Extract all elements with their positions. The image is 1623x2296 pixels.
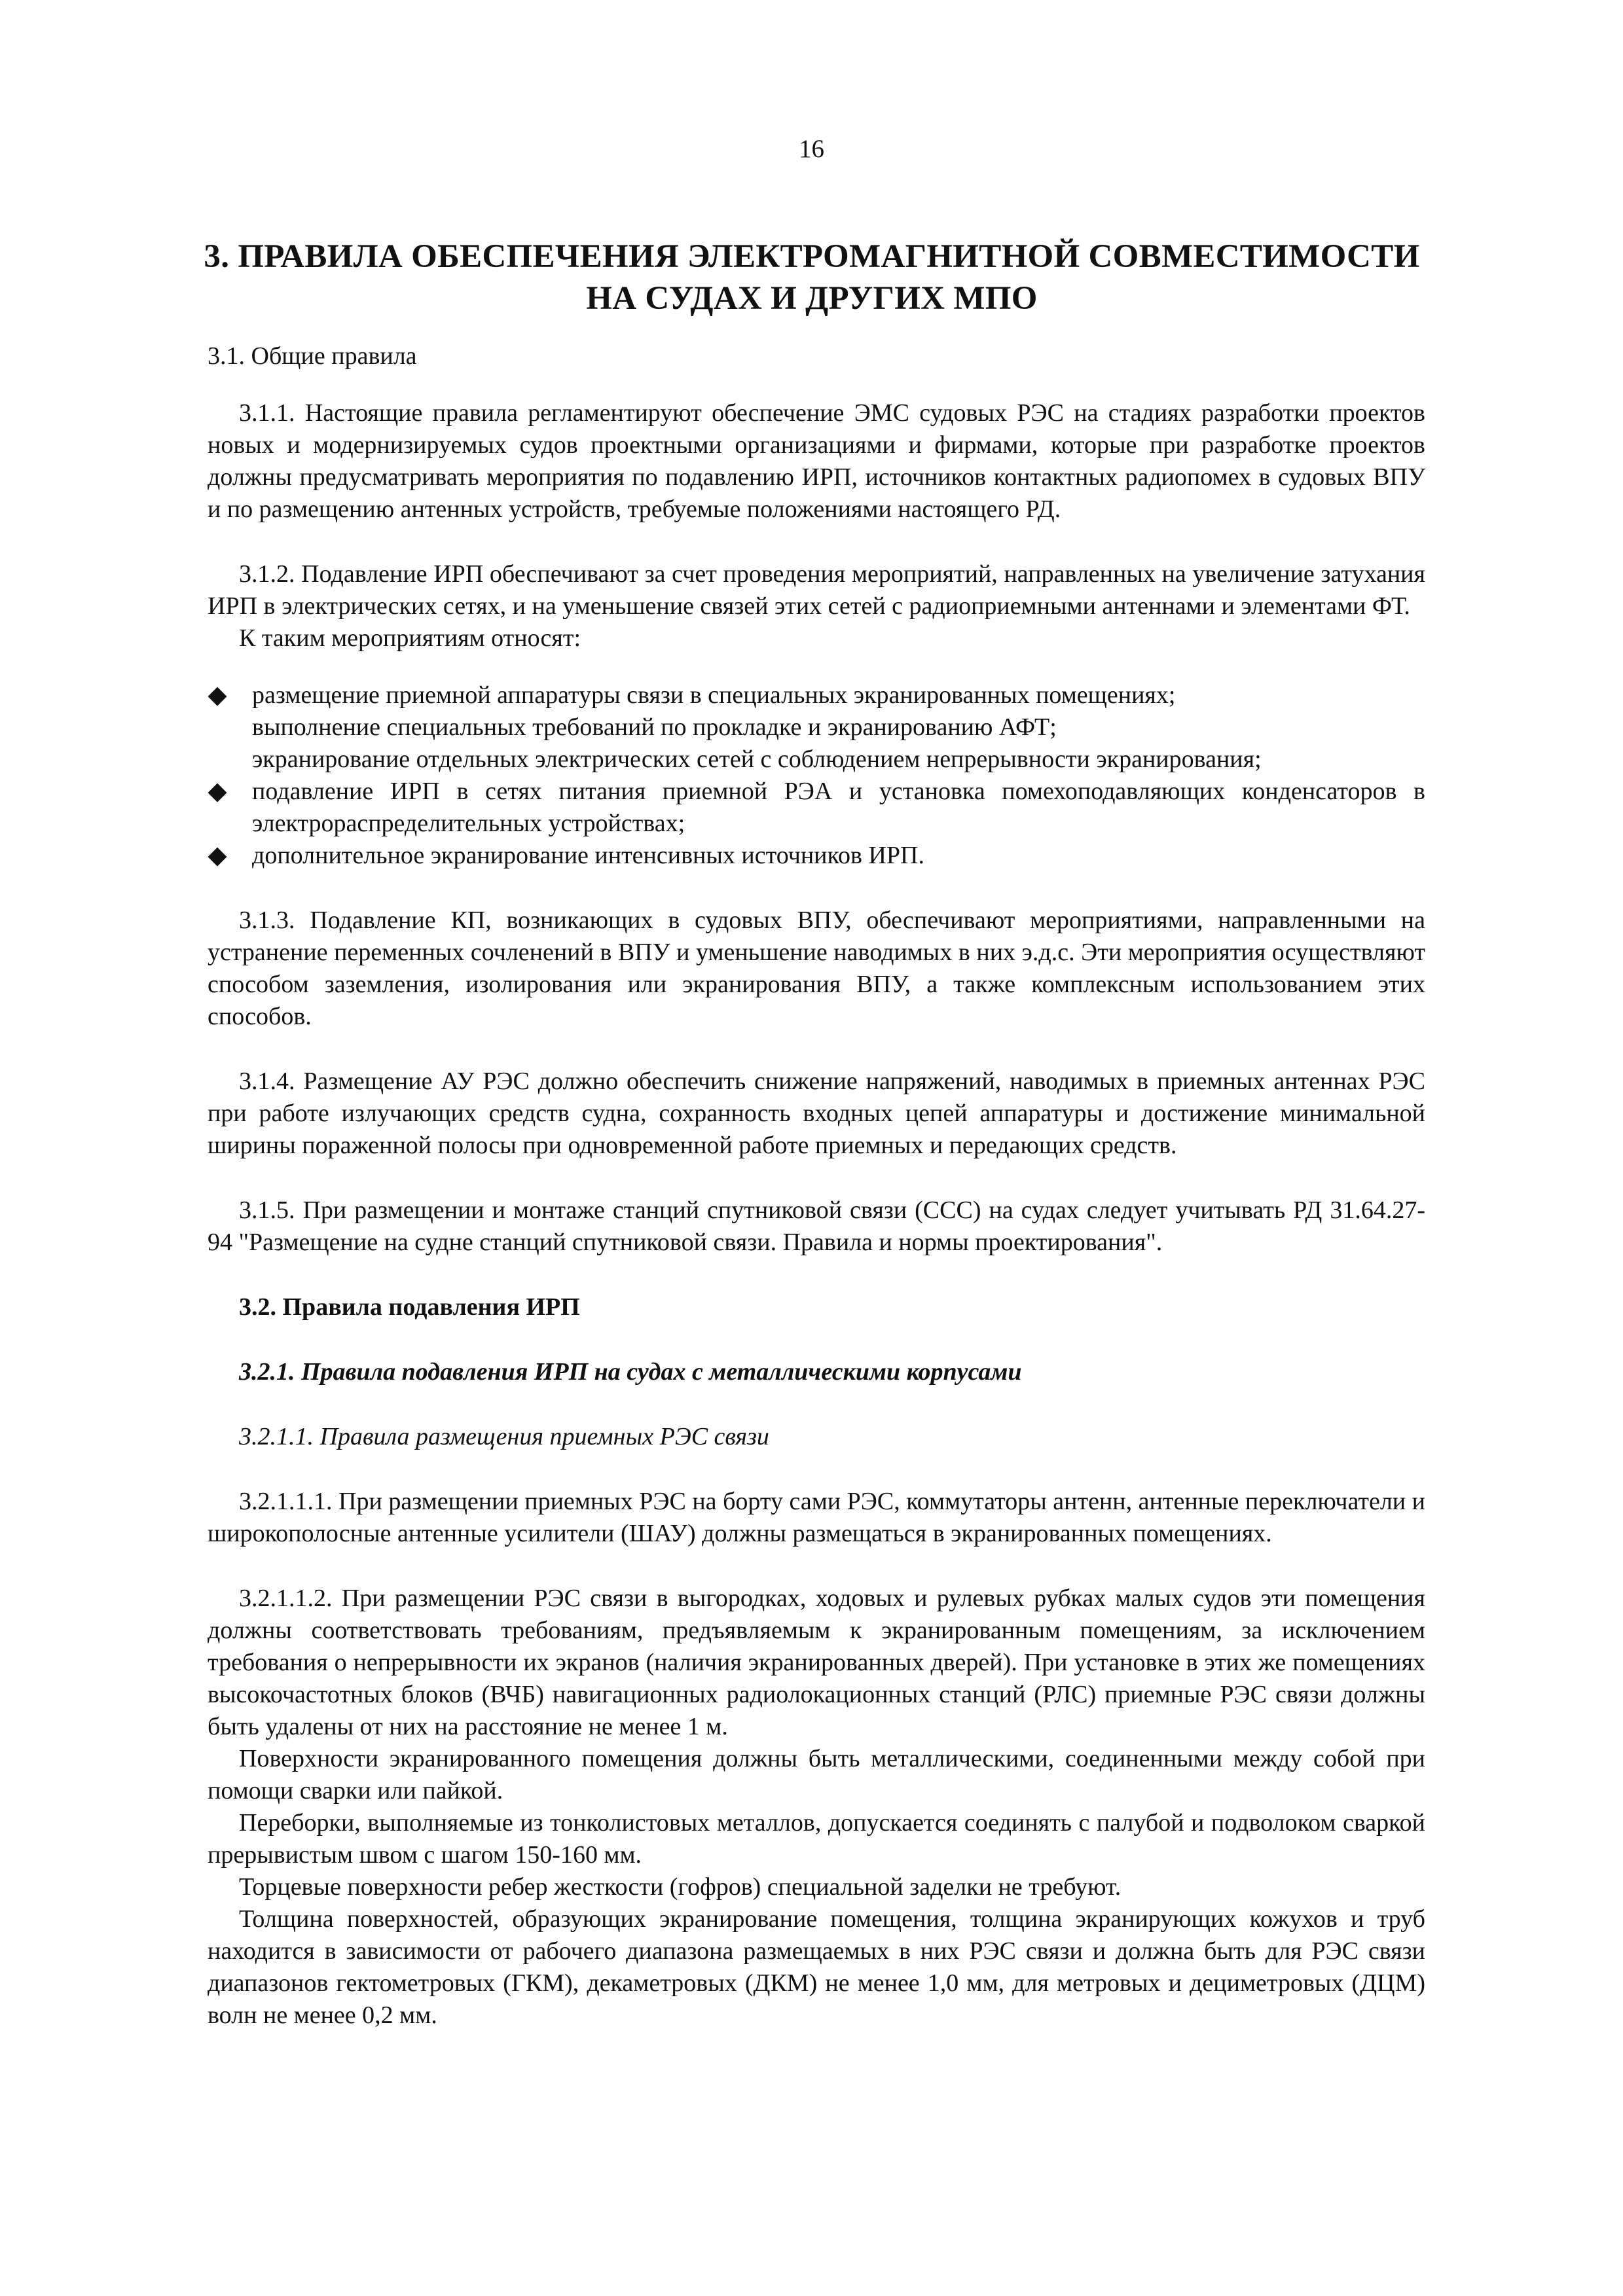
paragraph-3-2-1-1-2: 3.2.1.1.2. При размещении РЭС связи в выгородках, ходовых и рулевых рубках малых судов эти помещения должны соответствовать требованиям, предъявляемым к экранированным помещениям, за исключением требования о непрерывности их экранов (наличия экранированных дверей). При установке в этих же помещениях высокочастотных блоков (ВЧБ) навигационных радиолокационных станций (РЛС) приемные РЭС связи должны быть удалены от них на расстояние не менее 1 м. — [208, 1585, 1425, 1740]
paragraph-3-1-4: 3.1.4. Размещение АУ РЭС должно обеспечить снижение напряжений, наводимых в приемных антеннах РЭС при работе излучающих средств судна, сохранность входных цепей аппаратуры и достижение минимальной ширины пораженной полосы при одновременной работе приемных и передающих средств. — [208, 1067, 1425, 1159]
list-item-text: экранирование отдельных электрических сетей с соблюдением непрерывности экранирования; — [252, 745, 1262, 773]
section-heading-3-2: 3.2. Правила подавления ИРП — [239, 1293, 580, 1321]
paragraph-end-surfaces: Торцевые поверхности ребер жесткости (гофров) специальной заделки не требуют. — [239, 1873, 1122, 1901]
list-item-text: дополнительное экранирование интенсивных источников ИРП. — [252, 842, 924, 869]
chapter-title — [164, 236, 1460, 319]
paragraph-3-1-2: 3.1.2. Подавление ИРП обеспечивают за счет проведения мероприятий, направленных на увеличение затухания ИРП в электрических сетях, и на уменьшение связей этих сетей с радиоприемными антеннами и элементами ФТ. — [208, 560, 1425, 620]
list-item — [208, 711, 1425, 744]
list-item — [208, 744, 1425, 776]
paragraph-3-1-3: 3.1.3. Подавление КП, возникающих в судовых ВПУ, обеспечивают мероприятиями, направленными на устранение переменных сочленений в ВПУ и уменьшение наводимых в них э.д.с. Эти мероприятия осуществляют способом заземления, изолирования или экранирования ВПУ, а также комплексным использованием этих способов. — [208, 906, 1425, 1030]
diamond-bullet-icon: ◆ — [208, 778, 227, 805]
diamond-bullet-icon: ◆ — [208, 842, 227, 869]
paragraph-3-1-1: 3.1.1. Настоящие правила регламентируют обеспечение ЭМС судовых РЭС на стадиях разработки проектов новых и модернизируемых судов проектными организациями и фирмами, которые при разработке проектов должны предусматривать мероприятия по подавлению ИРП, источников контактных радиопомех в судовых ВПУ и по размещению антенных устройств, требуемые положениями настоящего РД. — [208, 399, 1425, 523]
list-item — [208, 840, 1425, 872]
list-item — [208, 776, 1425, 840]
section-heading-3-1: 3.1. Общие правила — [208, 342, 417, 370]
paragraph-thickness: Толщина поверхностей, образующих экранирование помещения, толщина экранирующих кожухов и труб находится в зависимости от рабочего диапазона размещаемых в них РЭС связи и должна быть для РЭС связи диапазонов гектометровых (ГКМ), декаметровых (ДКМ) не менее 1,0 мм, для метровых и дециметровых (ДЦМ) волн не менее 0,2 мм. — [208, 1905, 1425, 2029]
measures-list — [208, 679, 1425, 872]
document-body — [208, 340, 1425, 2032]
subsection-heading-3-2-1-1: 3.2.1.1. Правила размещения приемных РЭС связи — [239, 1423, 769, 1450]
subsection-heading-3-2-1: 3.2.1. Правила подавления ИРП на судах с металлическими корпусами — [239, 1358, 1022, 1386]
list-item-text: подавление ИРП в сетях питания приемной РЭА и установка помехоподавляющих конденсаторов в электрораспределительных устройствах; — [252, 778, 1425, 837]
page-number: 16 — [799, 135, 824, 163]
diamond-bullet-icon: ◆ — [208, 681, 227, 709]
paragraph-bulkheads: Переборки, выполняемые из тонколистовых металлов, допускается соединять с палубой и подволоком сваркой прерывистым швом с шагом 150-160 мм. — [208, 1809, 1425, 1869]
list-item-text: выполнение специальных требований по прокладке и экранированию АФТ; — [252, 713, 1057, 741]
paragraph-3-1-5: 3.1.5. При размещении и монтаже станций спутниковой связи (ССС) на судах следует учитывать РД 31.64.27-94 "Размещение на судне станций спутниковой связи. Правила и нормы проектирования". — [208, 1196, 1425, 1256]
paragraph-surfaces: Поверхности экранированного помещения должны быть металлическими, соединенными между собой при помощи сварки или пайкой. — [208, 1745, 1425, 1804]
chapter-title-line-1: 3. ПРАВИЛА ОБЕСПЕЧЕНИЯ ЭЛЕКТРОМАГНИТНОЙ СОВМЕСТИМОСТИ — [204, 238, 1420, 275]
list-item — [208, 679, 1425, 711]
chapter-title-line-2: НА СУДАХ И ДРУГИХ МПО — [586, 280, 1038, 317]
paragraph-3-2-1-1-1: 3.2.1.1.1. При размещении приемных РЭС на борту сами РЭС, коммутаторы антенн, антенные переключатели и широкополосные антенные усилители (ШАУ) должны размещаться в экранированных помещениях. — [208, 1488, 1425, 1547]
list-item-text: размещение приемной аппаратуры связи в специальных экранированных помещениях; — [252, 681, 1176, 709]
list-intro: К таким мероприятиям относят: — [239, 624, 581, 652]
